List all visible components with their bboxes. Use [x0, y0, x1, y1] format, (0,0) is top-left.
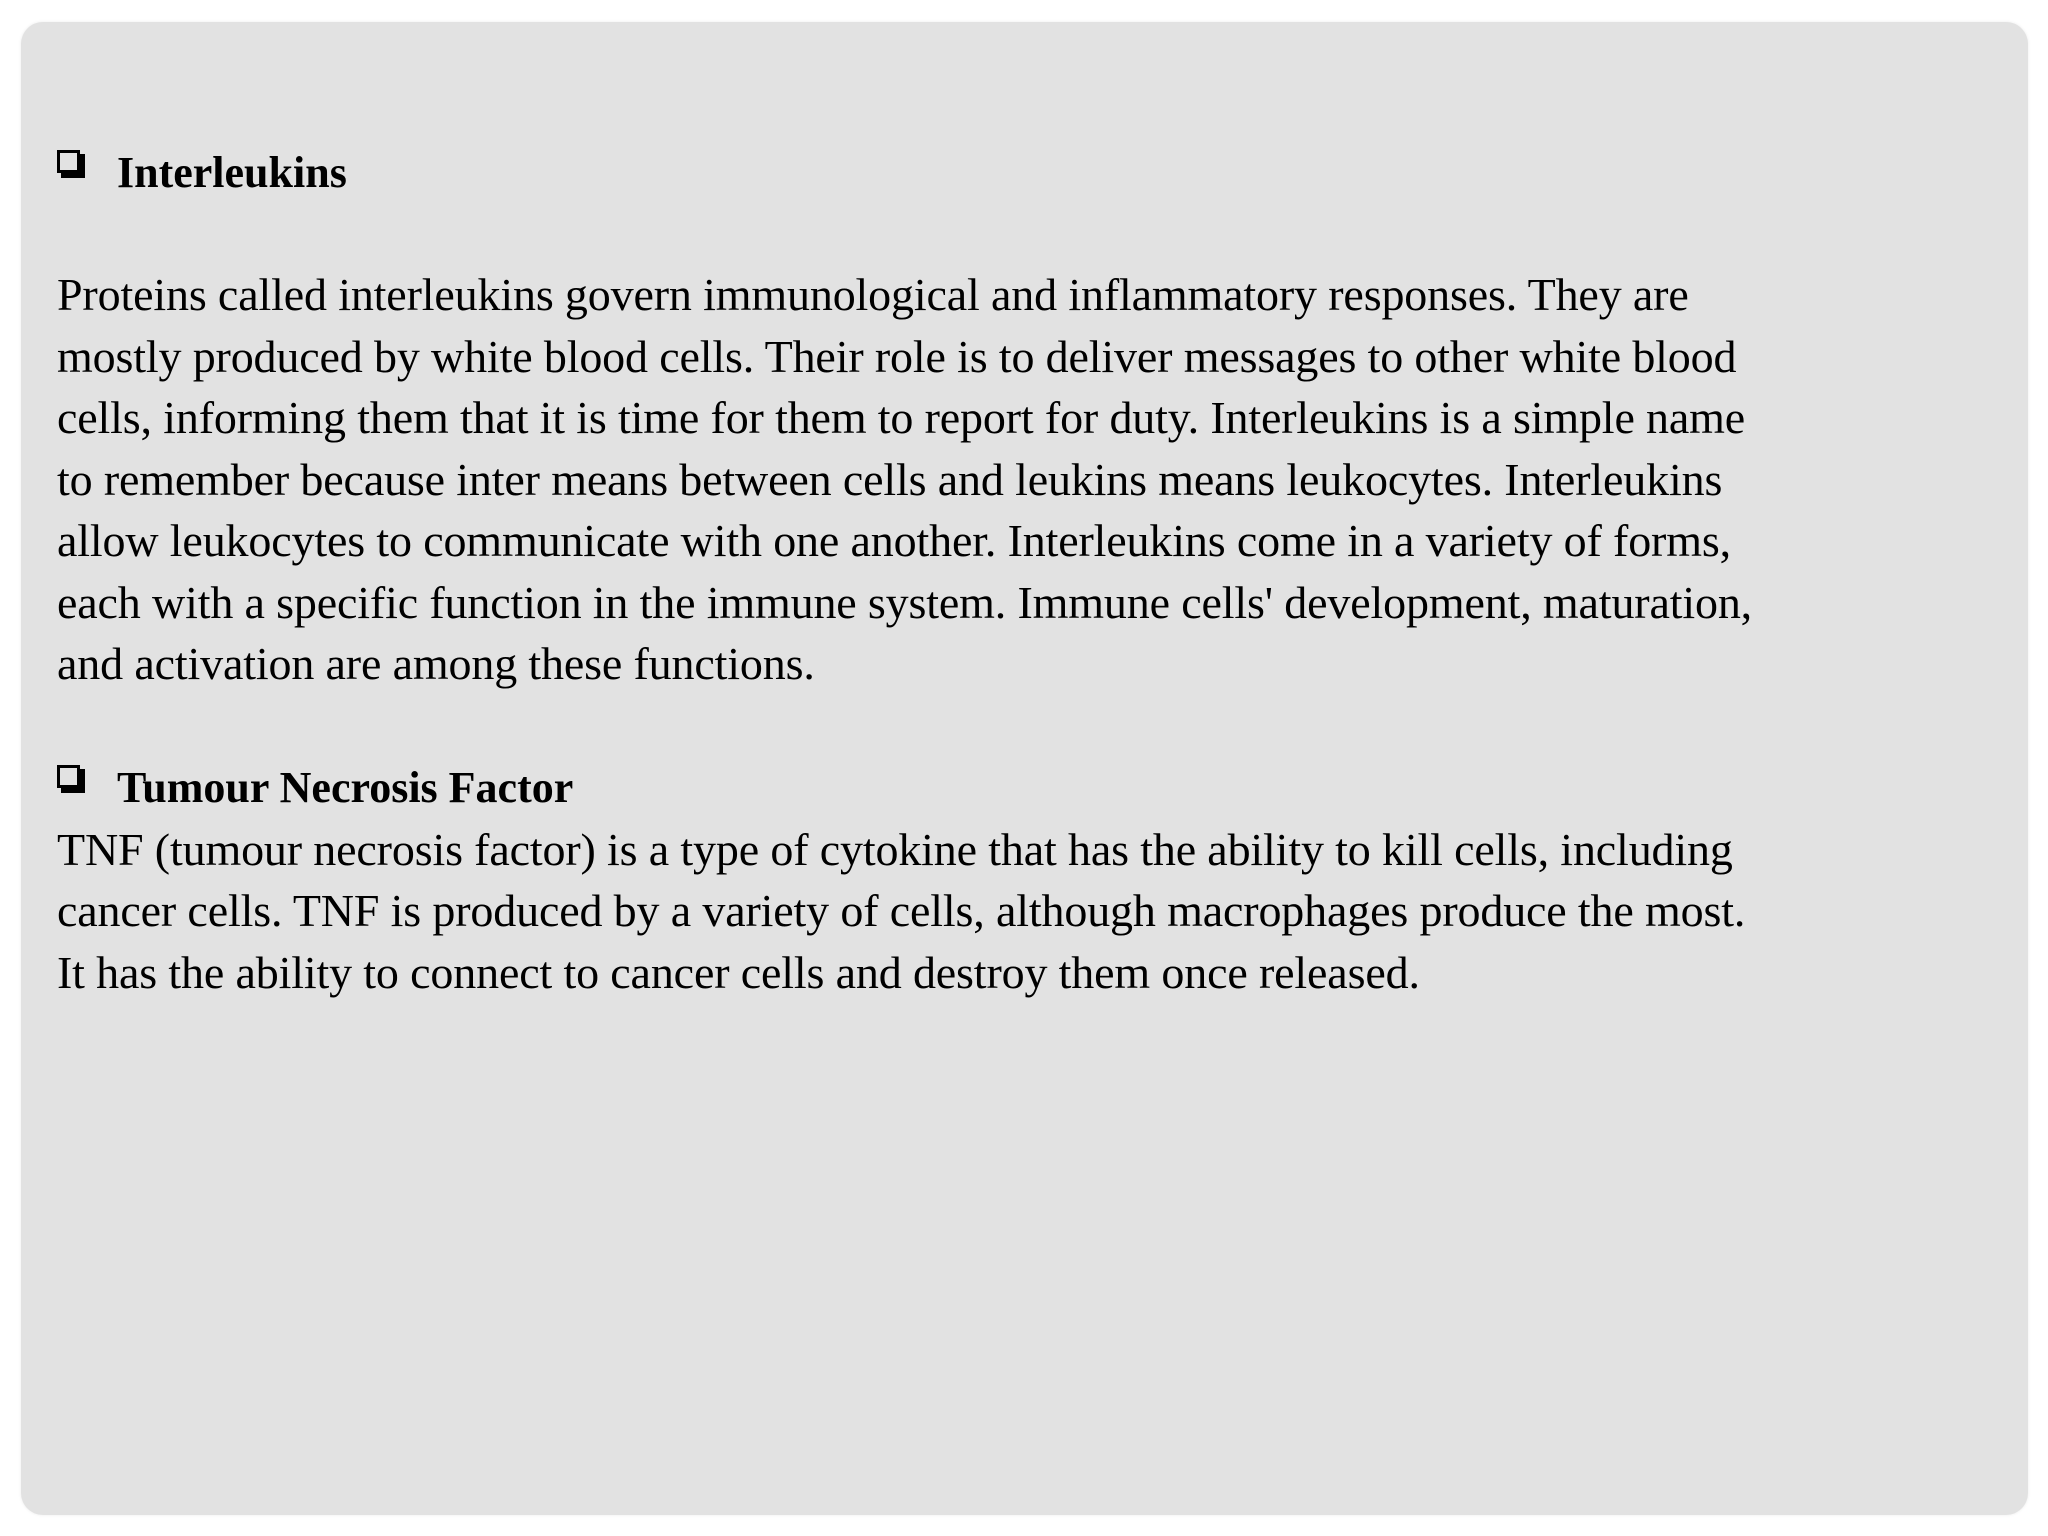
- paragraph-line: mostly produced by white blood cells. Their role is to deliver messages to other white blood: [57, 330, 1737, 382]
- heading-text: Interleukins: [117, 148, 347, 197]
- checkbox-bullet-icon: [57, 150, 87, 180]
- paragraph-line: TNF (tumour necrosis factor) is a type of cytokine that has the ability to kill cells, including: [57, 823, 1733, 875]
- interleukins-paragraph: [57, 264, 2007, 695]
- paragraph-line: allow leukocytes to communicate with one another. Interleukins come in a variety of forms,: [57, 515, 1731, 566]
- slide-content: [57, 142, 2007, 1003]
- paragraph-line: each with a specific function in the immune system. Immune cells' development, maturation,: [57, 576, 1753, 628]
- section-heading-interleukins: [57, 142, 2007, 204]
- paragraph-line: It has the ability to connect to cancer cells and destroy them once released.: [57, 946, 1420, 998]
- tnf-paragraph: [57, 819, 2007, 1004]
- paragraph-line: cancer cells. TNF is produced by a variety of cells, although macrophages produce the most.: [57, 885, 1746, 936]
- heading-text: Tumour Necrosis Factor: [117, 762, 574, 812]
- paragraph-line: and activation are among these functions.: [57, 638, 815, 689]
- checkbox-bullet-icon: [57, 765, 87, 795]
- slide: [21, 22, 2028, 1515]
- paragraph-line: to remember because inter means between cells and leukins means leukocytes. Interleukins: [57, 453, 1723, 505]
- paragraph-line: cells, informing them that it is time for them to report for duty. Interleukins is a simple name: [57, 392, 1746, 443]
- paragraph-line: Proteins called interleukins govern immunological and inflammatory responses. They are: [57, 269, 1689, 320]
- section-heading-tumour-necrosis-factor: [57, 757, 2007, 819]
